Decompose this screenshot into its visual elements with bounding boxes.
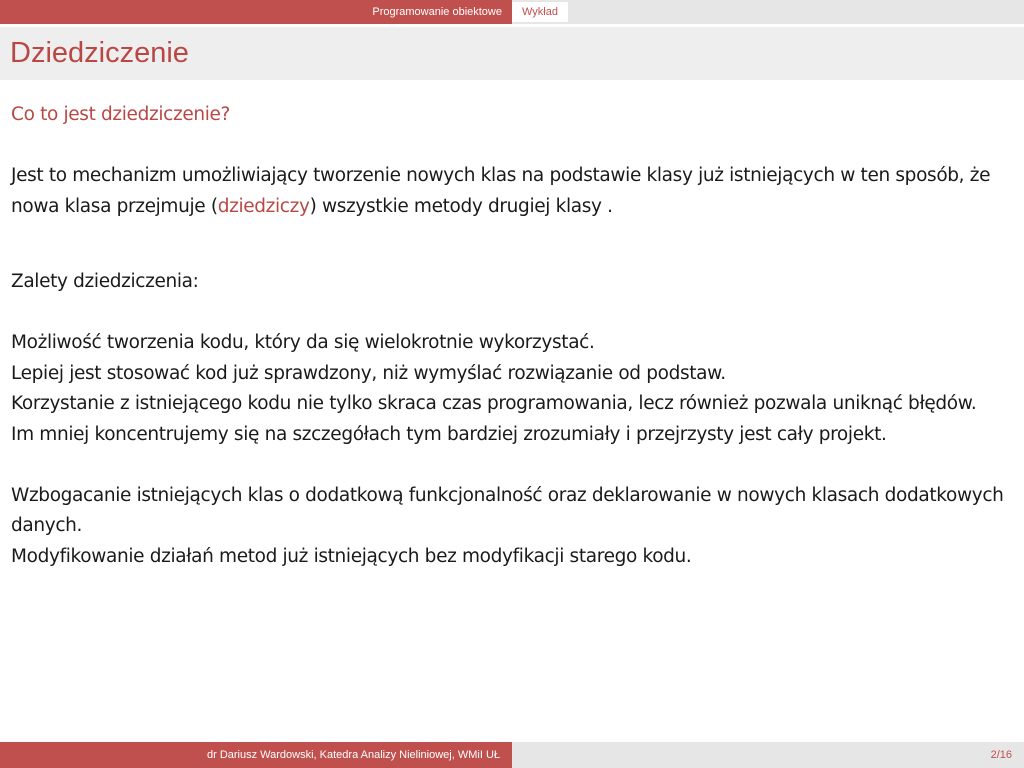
advantage-item: Korzystanie z istniejącego kodu nie tylko skraca czas programowania, lecz również pozwala uniknąć błędów. bbox=[11, 393, 977, 414]
advantages-heading: Zalety dziedziczenia: bbox=[11, 271, 199, 292]
course-name[interactable]: Programowanie obiektowe bbox=[372, 6, 502, 18]
definition-term: dziedziczy bbox=[217, 195, 310, 217]
author-cell bbox=[0, 742, 512, 768]
footer-bar bbox=[0, 742, 1024, 768]
definition-text-start: Jest to mechanizm umożliwiający tworzenie nowych klas na podstawie klasy już istniejących w ten sposób, że nowa klasa przejmuje ( bbox=[11, 165, 991, 217]
page-number: 2/16 bbox=[990, 749, 1012, 761]
section-name[interactable]: Wykład bbox=[512, 2, 568, 22]
slide-body bbox=[11, 100, 1017, 572]
top-navigation-bar bbox=[0, 0, 1024, 24]
definition-paragraph bbox=[11, 161, 1017, 222]
question-heading: Co to jest dziedziczenie? bbox=[11, 104, 231, 125]
section-nav-cell[interactable] bbox=[512, 0, 1024, 24]
extra-item: Modyfikowanie działań metod już istniejących bez modyfikacji starego kodu. bbox=[11, 545, 692, 567]
advantage-item: Możliwość tworzenia kodu, który da się wielokrotnie wykorzystać. bbox=[11, 332, 595, 353]
slide-title: Dziedziczenie bbox=[10, 37, 189, 69]
course-nav-cell[interactable] bbox=[0, 0, 512, 24]
definition-text-end: ) wszystkie metody drugiej klasy . bbox=[309, 195, 613, 217]
page-cell bbox=[512, 742, 1024, 768]
author-line: dr Dariusz Wardowski, Katedra Analizy Nieliniowej, WMiI UŁ bbox=[206, 749, 500, 761]
title-band bbox=[0, 27, 1024, 80]
advantage-item: Im mniej koncentrujemy się na szczegółach tym bardziej zrozumiały i przejrzysty jest cały projekt. bbox=[11, 423, 887, 445]
extra-item: Wzbogacanie istniejących klas o dodatkową funkcjonalność oraz deklarowanie w nowych klasach dodatkowych danych. bbox=[11, 484, 1004, 536]
advantage-item: Lepiej jest stosować kod już sprawdzony, niż wymyślać rozwiązanie od podstaw. bbox=[11, 362, 726, 384]
